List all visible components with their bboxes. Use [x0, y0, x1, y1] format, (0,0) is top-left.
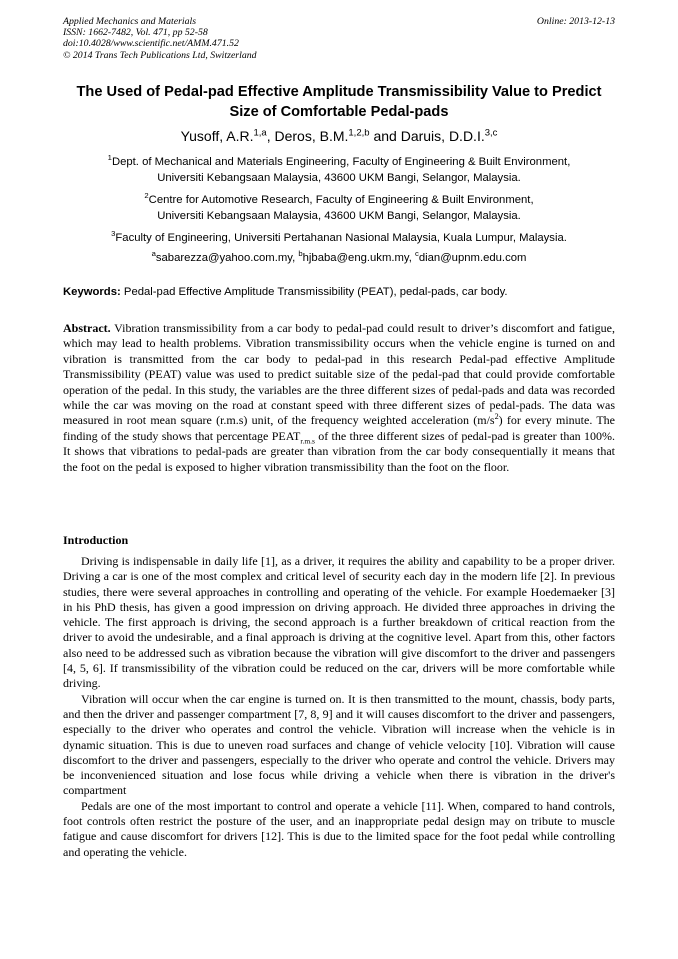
email-address: hjbaba@eng.ukm.my	[302, 252, 409, 264]
abstract-text: Vibration transmissibility from a car body to pedal-pad could result to driver’s discomfort and fatigue, which may lead to health problems. Vibration transmissibility occurs when the vehicle engine is turned on and vibration is transmitted from the car body to pedal-pad in this research Pedal-pad effective Amplitude Transmissibility (PEAT) value was used to predict suitable size of the pedal-pad that could provide comfortable operation of the pedal. In this study, the variables are the three different sizes of pedal-pads and data was recorded while the car was moving on the road at constant speed with three different sizes of pedal-pads. The data was measured in root mean square (r.m.s) unit, of the frequency weighted acceleration (m/s	[63, 321, 615, 428]
keywords	[63, 285, 615, 300]
journal-name: Applied Mechanics and Materials	[63, 16, 197, 27]
journal-header	[63, 16, 615, 61]
section-heading-introduction: Introduction	[63, 533, 129, 547]
email-address: sabarezza@yahoo.com.my	[155, 252, 293, 264]
email-mark: b	[298, 249, 303, 259]
author-affiliation-mark: 3,c	[484, 127, 498, 139]
affiliation-mark: 2	[144, 191, 149, 201]
introduction-body	[63, 554, 615, 860]
intro-paragraph: Vibration will occur when the car engine is turned on. It is then transmitted to the mount, chassis, body parts, and then the driver and passenger compartment [7, 8, 9] and it will causes discomfort to the driver and passengers, especially to the driver who operates and control the vehicle. Vibration will increase when the vehicle is in dynamic situation. This is due to uneven road surfaces and change of vehicle velocity [10]. Vibration will cause discomfort to the driver and passengers, especially to the driver who operate and control the vehicle. Drivers may be inconvenienced situation and lose focus while driving a vehicle when there is vibration in the driver's compartment	[63, 691, 615, 798]
email-mark: c	[415, 249, 419, 259]
author-list	[60, 127, 618, 145]
affiliation-line: Centre for Automotive Research, Faculty of Engineering & Built Environment,	[148, 194, 534, 206]
author-name: Yusoff, A.R.	[180, 128, 254, 144]
journal-issn: ISSN: 1662-7482, Vol. 471, pp 52-58	[63, 27, 208, 39]
affiliation-line: Universiti Kebangsaan Malaysia, 43600 UKM Bangi, Selangor, Malaysia.	[157, 171, 521, 184]
keywords-label: Keywords:	[63, 286, 121, 298]
email-address: dian@upnm.edu.com	[418, 252, 527, 264]
affiliation-line: Dept. of Mechanical and Materials Engineering, Faculty of Engineering & Built Environment,	[111, 156, 571, 168]
affiliation-mark: 1	[107, 153, 112, 163]
author-name: Deros, B.M.	[274, 128, 349, 144]
author-emails	[60, 251, 618, 267]
intro-paragraph: Pedals are one of the most important to control and operate a vehicle [11]. When, compared to hand controls, foot controls often restrict the posture of the user, and an inappropriate pedal design may on tribute to muscle fatigue and cause discomfort for drivers [12]. This is due to the limited space for the foot pedal while controlling and operating the vehicle.	[63, 798, 615, 859]
author-affiliation-mark: 1,a	[253, 127, 267, 139]
author-separator: ,	[266, 128, 275, 144]
journal-doi: doi:10.4028/www.scientific.net/AMM.471.52	[63, 38, 239, 50]
abstract-superscript: 2	[494, 412, 499, 422]
paper-title: The Used of Pedal-pad Effective Amplitude Transmissibility Value to Predict Size of Comfortable Pedal-pads	[76, 84, 602, 120]
author-separator: and	[369, 128, 401, 144]
author-affiliation-mark: 1,2,b	[348, 127, 370, 139]
affiliation-3	[60, 231, 618, 247]
affiliation-mark: 3	[111, 229, 116, 239]
affiliation-line: Faculty of Engineering, Universiti Pertahanan Nasional Malaysia, Kuala Lumpur, Malaysia.	[115, 232, 567, 244]
email-mark: a	[151, 249, 156, 259]
intro-paragraph: Driving is indispensable in daily life [1], as a driver, it requires the ability and capability to be a proper driver. Driving a car is one of the most complex and critical level of security each day in the modern life [2]. In previous studies, there were several approaches in controlling and operating of the vehicle. For example Hoedemaeker [3] in his PhD thesis, has given a good impression on driving approach. He divided three approaches in driving the vehicle. The first approach is driving, the second approach is a further breakdown of critical reaction from the driver to avoid the undesirable, and a final approach is driving at the cognitive level. Apart from this, other factors also need to be addressed such as vibration because the vibration will give discomfort to the driver and passengers [4, 5, 6]. If transmissibility of the vibration could be reduced on the car, drivers will be more comfortable while driving.	[63, 554, 615, 691]
online-date: Online: 2013-12-13	[536, 16, 615, 27]
abstract-text: ) for every minute. The finding of the study shows that percentage PEAT	[63, 413, 615, 443]
journal-copyright: © 2014 Trans Tech Publications Ltd, Switzerland	[63, 49, 257, 61]
author-name: Daruis, D.D.I.	[400, 128, 485, 144]
abstract-text: of the three different sizes of pedal-pad is greater than 100%. It shows that vibrations to pedal-pads are greater than vibration from the car body consequentially it means that the foot on the pedal is exposed to higher vibration transmissibility than the foot on the floor.	[63, 428, 615, 474]
keywords-text: Pedal-pad Effective Amplitude Transmissibility (PEAT), pedal-pads, car body.	[120, 286, 508, 298]
abstract-subscript: r.m.s	[300, 436, 315, 446]
email-separator: ,	[408, 252, 416, 264]
affiliation-line: Universiti Kebangsaan Malaysia, 43600 UKM Bangi, Selangor, Malaysia.	[157, 209, 521, 222]
affiliation-2	[60, 193, 618, 224]
email-separator: ,	[292, 252, 299, 264]
abstract-label: Abstract.	[63, 321, 111, 335]
affiliation-1	[60, 155, 618, 186]
abstract	[63, 321, 615, 475]
